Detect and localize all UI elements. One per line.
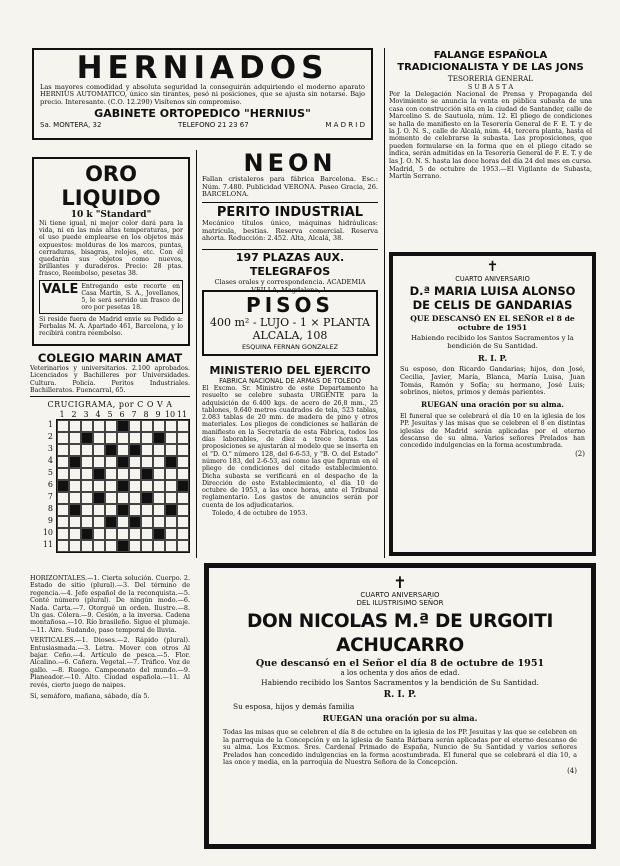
crossword-cell[interactable] xyxy=(153,480,165,492)
herniados-phone: TELEFONO 21 23 67 xyxy=(178,121,249,130)
crossword-black-cell xyxy=(93,468,105,480)
neon-ad xyxy=(202,150,378,202)
herniados-title: HERNIADOS xyxy=(76,50,329,86)
crossword-cell[interactable] xyxy=(105,480,117,492)
crossword-cell[interactable] xyxy=(165,432,177,444)
row-num: 11 xyxy=(42,540,53,549)
crossword-cell[interactable] xyxy=(165,516,177,528)
crossword-black-cell xyxy=(165,456,177,468)
crossword-cell[interactable] xyxy=(93,480,105,492)
crossword-cell[interactable] xyxy=(105,528,117,540)
row-num: 10 xyxy=(42,528,53,537)
perito-divider xyxy=(202,249,378,250)
crossword-cell[interactable] xyxy=(141,516,153,528)
neon-divider xyxy=(202,202,378,203)
crossword-cell[interactable] xyxy=(69,528,81,540)
ministerio-subtitle: FABRICA NACIONAL DE ARMAS DE TOLEDO xyxy=(219,377,361,385)
crossword-black-cell xyxy=(129,444,141,456)
crossword-black-cell xyxy=(129,516,141,528)
crossword-cell[interactable] xyxy=(57,492,69,504)
esquela2-rip: R. I. P. xyxy=(383,690,417,700)
crossword-cell[interactable] xyxy=(117,444,129,456)
crossword-cell[interactable] xyxy=(177,432,189,444)
crossword-cell[interactable] xyxy=(129,528,141,540)
esquela2-line2: a los ochenta y dos años de edad. xyxy=(340,669,460,677)
esquela1-code: (2) xyxy=(575,449,585,458)
crossword-cell[interactable] xyxy=(177,504,189,516)
esquela2-header2: DEL ILUSTRISIMO SEÑOR xyxy=(356,599,444,607)
oro-title: ORO LIQUIDO xyxy=(61,162,161,210)
cruci-title: CRUCIGRAMA, por C O V A xyxy=(47,400,173,409)
crossword-cell[interactable] xyxy=(57,504,69,516)
crossword-cell[interactable] xyxy=(117,432,129,444)
crossword-cell[interactable] xyxy=(165,540,177,552)
perito-title: PERITO INDUSTRIAL xyxy=(216,205,364,220)
crossword-cell[interactable] xyxy=(129,540,141,552)
col-num: 7 xyxy=(131,410,137,419)
crossword-black-cell xyxy=(177,480,189,492)
esquela2-code: (4) xyxy=(567,766,577,775)
esquela1-line1: QUE DESCANSÓ EN EL SEÑOR el 8 de octubre de 1951 xyxy=(410,314,575,332)
crossword-cell[interactable] xyxy=(165,528,177,540)
falange-sub2: S U B A S T A xyxy=(467,83,514,91)
oro-vale-label: VALE xyxy=(42,281,79,297)
crossword-black-cell xyxy=(153,528,165,540)
oro-sub: 10 k "Standard" xyxy=(70,210,152,220)
crossword-cell[interactable] xyxy=(129,420,141,432)
crossword-black-cell xyxy=(165,504,177,516)
crossword-cell[interactable] xyxy=(117,516,129,528)
crossword-cell[interactable] xyxy=(105,468,117,480)
col-num: 10 xyxy=(164,410,176,419)
crossword-cell[interactable] xyxy=(117,492,129,504)
crossword-cell[interactable] xyxy=(81,516,93,528)
row-num: 1 xyxy=(47,420,53,429)
cross-icon: ✝ xyxy=(486,259,499,275)
crossword-cell[interactable] xyxy=(69,432,81,444)
row-num: 5 xyxy=(47,468,53,477)
crossword-cell[interactable] xyxy=(93,540,105,552)
col-num: 6 xyxy=(119,410,125,419)
crossword-black-cell xyxy=(141,492,153,504)
row-num: 2 xyxy=(47,432,53,441)
falange-ad xyxy=(389,50,592,246)
crossword-cell[interactable] xyxy=(153,504,165,516)
crossword-cell[interactable] xyxy=(105,456,117,468)
crossword-cell[interactable] xyxy=(57,516,69,528)
row-num: 7 xyxy=(47,492,53,501)
crossword-cell[interactable] xyxy=(57,420,69,432)
row-num: 4 xyxy=(47,456,53,465)
herniados-address: Sa. MONTERA, 32 xyxy=(40,121,102,130)
crossword-black-cell xyxy=(105,516,117,528)
crossword-black-cell xyxy=(81,432,93,444)
crossword-cell[interactable] xyxy=(129,480,141,492)
esquela2-name: DON NICOLAS M.ª DE URGOITI ACHUCARRO xyxy=(246,611,554,656)
crossword-cell[interactable] xyxy=(81,444,93,456)
crossword-black-cell xyxy=(69,456,81,468)
crossword-cell[interactable] xyxy=(117,468,129,480)
colegio-title: COLEGIO MARIN AMAT xyxy=(37,351,183,365)
ministerio-body: El Excmo. Sr. Ministro de este Departamento ha resuelto se celebre subasta URGENTE para la adquisición de 6.400 kgs. de acero de 26,8 mm., 25 tablones, 9.640 metros cuadrados de tela, 523 tablas, 2.083 tablas de 20 mm. de madera de pino y otros materiales. Los pliegos de condiciones se hallarán de manifiesto en la Secretaría de esta Fábrica, todos los días laborables, de diez a trece horas. Las proposiciones se ajustarán al modelo que se inserta en el "D. O." número 128, del 6-6-53, y "B. O. del Estado" número 183, del 2-6-53, así como las que figuran en el pliego de condiciones del citado establecimiento. Dicha subasta se verificará en el despacho de la Dirección de este Establecimiento, el día 10 de octubre de 1953, a las once horas, ante el Tribunal reglamentario. Los gastos de anuncios serán por cuenta de los adjudicatarios. xyxy=(202,385,378,509)
crossword-cell[interactable] xyxy=(81,540,93,552)
crossword-cell[interactable] xyxy=(105,432,117,444)
colegio-divider xyxy=(30,396,190,397)
crossword-cell[interactable] xyxy=(93,444,105,456)
crossword-cell[interactable] xyxy=(117,528,129,540)
crossword-black-cell xyxy=(141,468,153,480)
pisos-line3: ESQUINA FERNAN GONZALEZ xyxy=(241,343,339,351)
colegio-ad xyxy=(30,352,190,394)
column-rule-1 xyxy=(196,150,197,558)
crossword-cell[interactable] xyxy=(57,456,69,468)
oro-vale-box[interactable] xyxy=(39,280,183,314)
col-num: 3 xyxy=(83,410,89,419)
ministerio-ad xyxy=(202,364,378,556)
row-num: 9 xyxy=(47,516,53,525)
crossword-grid[interactable] xyxy=(56,419,190,553)
crossword-black-cell xyxy=(81,528,93,540)
crossword-cell[interactable] xyxy=(105,420,117,432)
oro-vale-text: Entregando este recorte en Casa Martín, S. A., Jovellanos, 5, le será servido un frasco de oro por pesetas 18. xyxy=(81,282,180,311)
crossword-cell[interactable] xyxy=(57,540,69,552)
pisos-line2: ALCALA, 108 xyxy=(252,329,328,342)
crossword-black-cell xyxy=(93,492,105,504)
crossword-black-cell xyxy=(117,480,129,492)
crossword-cell[interactable] xyxy=(93,432,105,444)
crossword-black-cell xyxy=(117,456,129,468)
colegio-body: Veterinarios y universitarios. 2.100 aprobados. Licenciados y Bachilleres por Universidades. Cultura. Policía. Peritos Industriales. Bachilleratos. Fuencarral, 65. xyxy=(30,365,190,395)
crucigrama xyxy=(30,400,190,840)
oro-body: Ni tiene igual, ni mejor color dará para la vida, ni en las más altas temperaturas, por el uso puede emplearse en los objetos más expuestos: molduras de los marcos, puntas, cerraduras, bisagras, relojes, etc. Con él quedarán sus objetos como nuevos, brillantes y duraderos. Precio: 28 ptas. frasco, Reembolso, pesetas 38. xyxy=(39,220,183,278)
crossword-cell[interactable] xyxy=(81,492,93,504)
cross-icon: ✝ xyxy=(393,573,407,592)
esquela1-ruega: RUEGAN una oración por su alma. xyxy=(421,400,564,410)
crossword-cell[interactable] xyxy=(57,468,69,480)
esquela1-masses: El funeral que se celebrará el día 10 en la iglesia de los PP. Jesuitas y las misas que se celebren el 8 en distintas iglesias de Madrid serán aplicadas por el eterno descanso de su alma. Varios señores Prelados han concedido indulgencias en la forma acostumbrada. xyxy=(400,413,585,450)
herniados-ad xyxy=(32,48,373,140)
crossword-cell[interactable] xyxy=(57,432,69,444)
crossword-cell[interactable] xyxy=(69,468,81,480)
crossword-cell[interactable] xyxy=(129,504,141,516)
crossword-cell[interactable] xyxy=(153,492,165,504)
row-num: 3 xyxy=(47,444,53,453)
neon-body: Fallan cristaleros para fábrica Barcelona. Esc.: Núm. 7.480. Publicidad VERONA. Paseo Gracia, 26. BARCELONA. xyxy=(202,175,378,199)
plazas-ad xyxy=(202,251,378,294)
herniados-footer xyxy=(40,121,365,129)
falange-body: Por la Delegación Nacional de Prensa y Propaganda del Movimiento se anuncia la venta en pública subasta de una casa con construcción sita en la ciudad de Santander, calle de Marcelino S. de Sautuola, núm. 12. El pliego de condiciones se halla de manifiesto en la Tesorería General de F. E. T. y de la J. O. N. S., calle de Alcalá, núm. 44, tercera planta, hasta el momento de celebrarse la subasta. Las proposiciones, que pueden formularse en la forma que en el pliego citado se indica, serán admitidas en la Tesorería General de F. E. T. y de las J. O. N. S. hasta las doce horas del día 24 del mes en curso. xyxy=(389,90,592,165)
crossword-cell[interactable] xyxy=(141,420,153,432)
herniados-city: M A D R I D xyxy=(325,121,365,130)
plazas-body: Clases orales y correspondencia. ACADEMIA VEILLA, Magdalena, 1. xyxy=(214,278,366,294)
crossword-cell[interactable] xyxy=(177,444,189,456)
esquela1-line2: Habiendo recibido los Santos Sacramentos y la bendición de Su Santidad. xyxy=(411,334,574,350)
crossword-black-cell xyxy=(117,540,129,552)
col-num: 11 xyxy=(176,410,188,419)
perito-body: Mecánico títulos único, máquinas hidráulicas: matrícula, bestias. Reserva comercial. Reserva ahorta. Reducción: 2.452. Alta, Alcalá, 38. xyxy=(202,219,378,243)
neon-title: NEON xyxy=(243,149,337,177)
crossword-cell[interactable] xyxy=(93,528,105,540)
crossword-cell[interactable] xyxy=(105,492,117,504)
crossword-cell[interactable] xyxy=(57,528,69,540)
crossword-cell[interactable] xyxy=(69,516,81,528)
cruci-horizontales: HORIZONTALES.—1. Cierta solución. Cuerpo. 2. Estado de sitio (plural).—3. Del término de regencia.—4. Jefe español de la reconquista.—5. Conté número (plural). De ningún modo.—6. Nada. Carta.—7. Otorgué un orden. Ilustre.—8. Un gas. Cólera.—9. Cesión, a la inversa. Cadena montañosa.—10. Río brasileño. Sigue el plumaje.—11. Aire. Sudando, paso temporal de lluvia. xyxy=(30,574,190,634)
crossword-cell[interactable] xyxy=(129,432,141,444)
crossword-cell[interactable] xyxy=(105,504,117,516)
herniados-subtitle: GABINETE ORTOPEDICO "HERNIUS" xyxy=(94,107,311,121)
column-rule-2 xyxy=(384,48,385,558)
esquela2-header1: CUARTO ANIVERSARIO xyxy=(360,591,440,599)
crossword-cell[interactable] xyxy=(129,492,141,504)
col-num: 8 xyxy=(143,410,149,419)
col-num: 9 xyxy=(155,410,161,419)
pisos-line1: 400 m² - LUJO - 1 × PLANTA xyxy=(209,316,371,329)
crossword-cell[interactable] xyxy=(69,420,81,432)
esquela-gandarias xyxy=(389,252,596,556)
crossword-cell[interactable] xyxy=(141,504,153,516)
crossword-cell[interactable] xyxy=(141,444,153,456)
crossword-cell[interactable] xyxy=(141,432,153,444)
crossword-cell[interactable] xyxy=(165,492,177,504)
crossword-cell[interactable] xyxy=(93,420,105,432)
oro-footer: Si reside fuera de Madrid envíe su Pedido a: Ferbalas M. A. Apartado 461, Barcelona, y lo recibirá contra reembolso. xyxy=(39,315,183,338)
falange-title: FALANGE ESPAÑOLA TRADICIONALISTA Y DE LAS JONS xyxy=(397,50,584,73)
crossword-cell[interactable] xyxy=(177,420,189,432)
col-num: 4 xyxy=(95,410,101,419)
crossword-cell[interactable] xyxy=(93,516,105,528)
crossword-cell[interactable] xyxy=(81,420,93,432)
esquela-urgoiti xyxy=(204,563,596,849)
crossword-cell[interactable] xyxy=(141,456,153,468)
esquela2-ruega: RUEGAN una oración por su alma. xyxy=(322,713,478,723)
crossword-black-cell xyxy=(117,420,129,432)
cruci-grid-area xyxy=(40,419,190,553)
crossword-cell[interactable] xyxy=(93,504,105,516)
falange-subtitle: TESORERIA GENERAL xyxy=(447,74,534,83)
row-num: 6 xyxy=(47,480,53,489)
esquela2-line3: Habiendo recibido los Santos Sacramentos y la bendición de Su Santidad. xyxy=(261,678,539,687)
crossword-cell[interactable] xyxy=(177,516,189,528)
oro-liquido-ad xyxy=(32,157,190,346)
cruci-row-numbers xyxy=(40,419,53,553)
crossword-cell[interactable] xyxy=(165,420,177,432)
ministerio-title: MINISTERIO DEL EJERCITO xyxy=(209,364,371,377)
cruci-col-numbers xyxy=(56,410,190,419)
crossword-black-cell xyxy=(105,444,117,456)
crossword-cell[interactable] xyxy=(153,444,165,456)
pisos-ad xyxy=(202,290,378,356)
crossword-cell[interactable] xyxy=(69,444,81,456)
crossword-black-cell xyxy=(57,480,69,492)
crossword-cell[interactable] xyxy=(153,540,165,552)
crossword-black-cell xyxy=(69,504,81,516)
crossword-cell[interactable] xyxy=(153,456,165,468)
crossword-cell[interactable] xyxy=(177,540,189,552)
col-num: 1 xyxy=(59,410,65,419)
crossword-cell[interactable] xyxy=(177,528,189,540)
crossword-cell[interactable] xyxy=(165,444,177,456)
perito-ad xyxy=(202,205,378,249)
esquela2-family: Su esposa, hijos y demás familia xyxy=(233,702,355,711)
crossword-cell[interactable] xyxy=(153,516,165,528)
crossword-black-cell xyxy=(153,432,165,444)
falange-footer: Madrid, 5 de octubre de 1953.—El Vigilante de Subasta, Martín Serrano. xyxy=(389,165,592,181)
crossword-cell[interactable] xyxy=(81,504,93,516)
crossword-cell[interactable] xyxy=(81,480,93,492)
crossword-black-cell xyxy=(117,504,129,516)
crossword-cell[interactable] xyxy=(81,456,93,468)
crossword-cell[interactable] xyxy=(153,420,165,432)
esquela1-rip: R. I. P. xyxy=(477,353,507,363)
crossword-cell[interactable] xyxy=(141,528,153,540)
row-num: 8 xyxy=(47,504,53,513)
crossword-cell[interactable] xyxy=(153,468,165,480)
esquela1-family: Su esposo, don Ricardo Gandarias; hijos, don José, Cecilia, Javier, María, Blanca, María Luisa, Juan Tomás, Ramón y Sofía; su hermano, José Luis; sobrinos, nietos, primos y demás parientes. xyxy=(400,365,585,397)
crossword-cell[interactable] xyxy=(69,480,81,492)
esquela2-line1: Que descansó en el Señor el día 8 de octubre de 1951 xyxy=(255,658,545,669)
crossword-cell[interactable] xyxy=(81,468,93,480)
crossword-cell[interactable] xyxy=(177,456,189,468)
crossword-cell[interactable] xyxy=(57,444,69,456)
crossword-cell[interactable] xyxy=(165,480,177,492)
crossword-cell[interactable] xyxy=(165,468,177,480)
col-num: 2 xyxy=(71,410,77,419)
crossword-cell[interactable] xyxy=(105,540,117,552)
crossword-cell[interactable] xyxy=(177,492,189,504)
crossword-cell[interactable] xyxy=(129,468,141,480)
col-num: 5 xyxy=(107,410,113,419)
esquela1-header: CUARTO ANIVERSARIO xyxy=(455,275,530,283)
crossword-cell[interactable] xyxy=(141,540,153,552)
crossword-cell[interactable] xyxy=(69,492,81,504)
crossword-cell[interactable] xyxy=(93,456,105,468)
esquela2-masses: Todas las misas que se celebren el día 8 de octubre en la iglesia de los PP. Jesuitas y las que se celebren en la parroquia de la Concepción y en la iglesia de Santa Bárbara serán aplicadas por el eterno descanso de su alma. Los Excmos. Sres. Cardenal Primado de España, Nuncio de Su Santidad y varios señores Prelados han concedido indulgencias en la forma acostumbrada. El funeral que se celebrará el día 10, a las once y media, en la parroquia de Nuestra Señora de la Concepción. xyxy=(223,728,577,767)
crossword-cell[interactable] xyxy=(141,480,153,492)
esquela1-name: D.ª MARIA LUISA ALONSO DE CELIS DE GANDARIAS xyxy=(409,284,576,312)
herniados-body: Las mayores comodidad y absoluta seguridad la conseguirán adquiriendo el moderno aparato HERNIUS AUTOMATICO, único sin tirantes, pesó ni posiciones, que se ajusta sin notarse. Bajo precio. Interesante. (C.O. 12.290) Visítenos sin compromiso. xyxy=(40,83,365,106)
cruci-verticales: VERTICALES.—1. Dioses.—2. Rápido (plural). Entusiasmada.—3. Letra. Mover con otros Al bajar. Ceño.—4. Artículo de pesca.—5. Flor. Alcalino.—6. Cañera. Vegetal.—7. Tráfico. Voz de gallo. —8. Ruego. Campeonato del mundo.—9. Planeador.—10. Alto. Ciudad española.—11. Al revés, cierto juego de naipes. xyxy=(30,636,190,689)
crossword-cell[interactable] xyxy=(69,540,81,552)
pisos-title: PISOS xyxy=(246,293,334,317)
crossword-cell[interactable] xyxy=(129,456,141,468)
ministerio-footer: Toledo, 4 de octubre de 1953. xyxy=(212,510,308,518)
plazas-title: 197 PLAZAS AUX. TELEGRAFOS xyxy=(235,251,345,278)
cruci-footer: Sí, semáforo, mañana, sábado, día 5. xyxy=(30,692,150,701)
crossword-cell[interactable] xyxy=(177,468,189,480)
